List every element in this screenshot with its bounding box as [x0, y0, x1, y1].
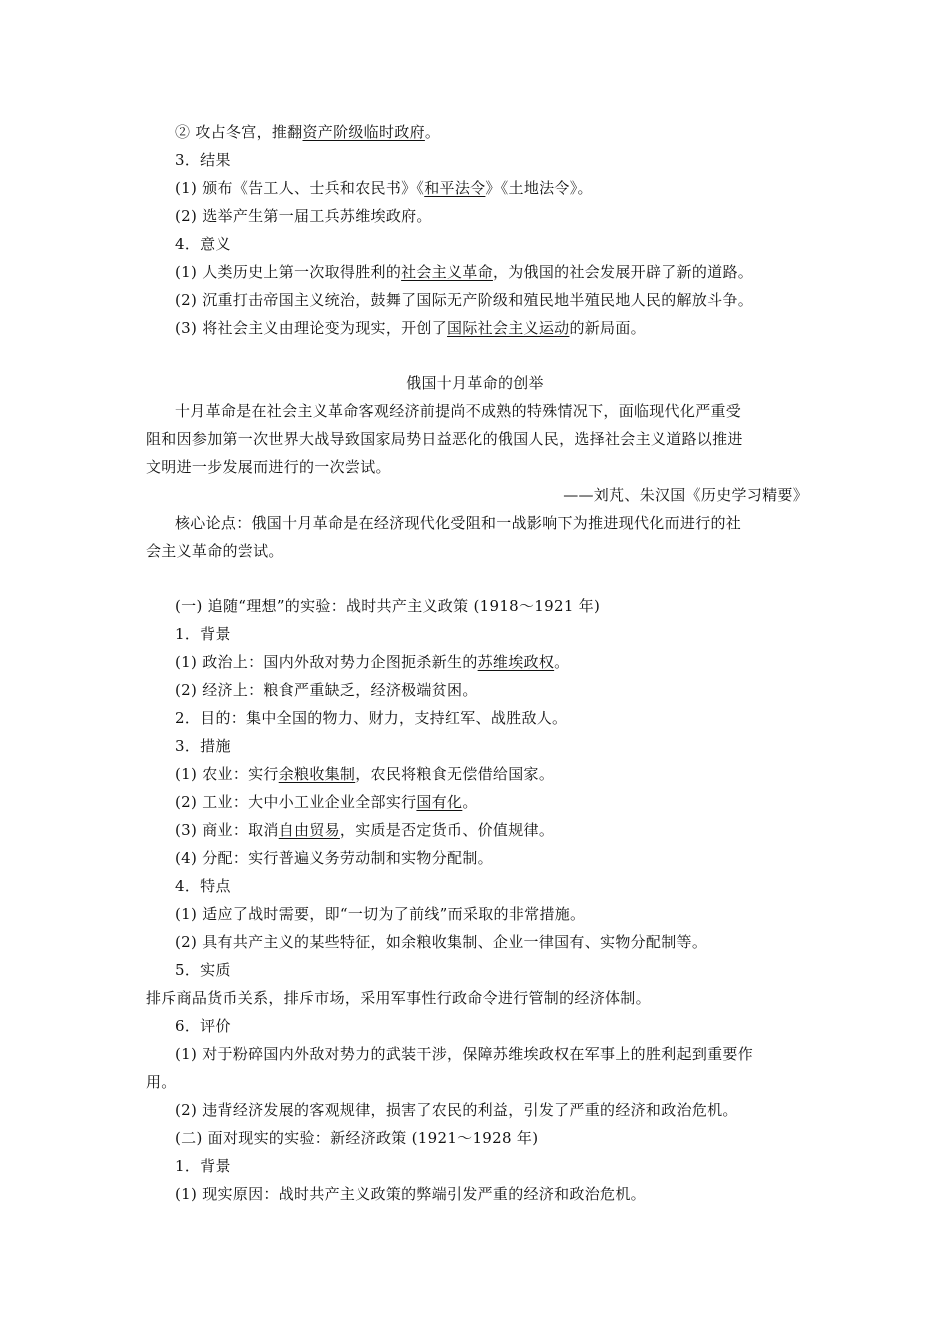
section-heading: 4．意义 — [175, 235, 231, 253]
text-line: 用。 — [146, 1073, 177, 1091]
text-line: (2) 违背经济发展的客观规律，损害了农民的利益，引发了严重的经济和政治危机。 — [175, 1101, 738, 1119]
section-heading: 1．背景 — [175, 1157, 231, 1175]
text-line: (1) 政治上：国内外敌对势力企图扼杀新生的苏维埃政权。 — [175, 653, 570, 671]
text-line: (3) 将社会主义由理论变为现实，开创了国际社会主义运动的新局面。 — [175, 319, 646, 337]
text-line: 排斥商品货币关系，排斥市场，采用军事性行政命令进行管制的经济体制。 — [146, 989, 651, 1007]
text-line: (2) 选举产生第一届工兵苏维埃政府。 — [175, 207, 432, 225]
underlined-term: 自由贸易 — [278, 821, 340, 839]
section-heading: 1．背景 — [175, 625, 231, 643]
text-line: (2) 工业：大中小工业企业全部实行国有化。 — [175, 793, 478, 811]
core-argument: 会主义革命的尝试。 — [146, 542, 284, 560]
section-heading: 6．评价 — [175, 1017, 231, 1035]
underlined-term: 苏维埃政权 — [477, 653, 555, 671]
text-line: (1) 人类历史上第一次取得胜利的社会主义革命，为俄国的社会发展开辟了新的道路。 — [175, 263, 754, 281]
subsection-title: (二) 面对现实的实验：新经济政策 (1921～1928 年) — [175, 1129, 539, 1147]
underlined-term: 国际社会主义运动 — [447, 319, 570, 337]
text-line: (4) 分配：实行普遍义务劳动制和实物分配制。 — [175, 849, 493, 867]
underlined-term: 和平法令 — [424, 179, 486, 197]
text-line: (3) 商业：取消自由贸易，实质是否定货币、价值规律。 — [175, 821, 555, 839]
quote-line: 文明进一步发展而进行的一次尝试。 — [146, 458, 391, 476]
text-line: (2) 经济上：粮食严重缺乏，经济极端贫困。 — [175, 681, 478, 699]
underlined-term: 社会主义革命 — [401, 263, 493, 281]
underlined-term: 余粮收集制 — [278, 765, 356, 783]
box-title: 俄国十月革命的创举 — [406, 374, 544, 392]
underlined-term: 国有化 — [416, 793, 463, 811]
text-line: (1) 现实原因：战时共产主义政策的弊端引发严重的经济和政治危机。 — [175, 1185, 646, 1203]
underlined-term: 资产阶级临时政府 — [302, 123, 425, 141]
text-line: ② 攻占冬宫，推翻资产阶级临时政府。 — [175, 123, 441, 141]
quote-line: 阻和因参加第一次世界大战导致国家局势日益恶化的俄国人民，选择社会主义道路以推进 — [146, 430, 743, 448]
subsection-title: (一) 追随“理想”的实验：战时共产主义政策 (1918～1921 年) — [175, 597, 601, 615]
section-heading: 2．目的：集中全国的物力、财力，支持红军、战胜敌人。 — [175, 709, 568, 727]
quote-line: 十月革命是在社会主义革命客观经济前提尚不成熟的特殊情况下，面临现代化严重受 — [175, 402, 742, 420]
text-line: (2) 沉重打击帝国主义统治，鼓舞了国际无产阶级和殖民地半殖民地人民的解放斗争。 — [175, 291, 754, 309]
text-line: (1) 农业：实行余粮收集制，农民将粮食无偿借给国家。 — [175, 765, 555, 783]
text-line: (1) 对于粉碎国内外敌对势力的武装干涉，保障苏维埃政权在军事上的胜利起到重要作 — [175, 1045, 754, 1063]
section-heading: 5．实质 — [175, 961, 231, 979]
quote-source: ——刘芃、朱汉国《历史学习精要》 — [563, 486, 808, 504]
text-line: (1) 适应了战时需要，即“一切为了前线”而采取的非常措施。 — [175, 905, 586, 923]
section-heading: 3．结果 — [175, 151, 231, 169]
core-argument: 核心论点：俄国十月革命是在经济现代化受阻和一战影响下为推进现代化而进行的社 — [175, 514, 742, 532]
text-line: (2) 具有共产主义的某些特征，如余粮收集制、企业一律国有、实物分配制等。 — [175, 933, 708, 951]
section-heading: 4．特点 — [175, 877, 231, 895]
text-line: (1) 颁布《告工人、士兵和农民书》《和平法令》《土地法令》。 — [175, 179, 593, 197]
section-heading: 3．措施 — [175, 737, 231, 755]
